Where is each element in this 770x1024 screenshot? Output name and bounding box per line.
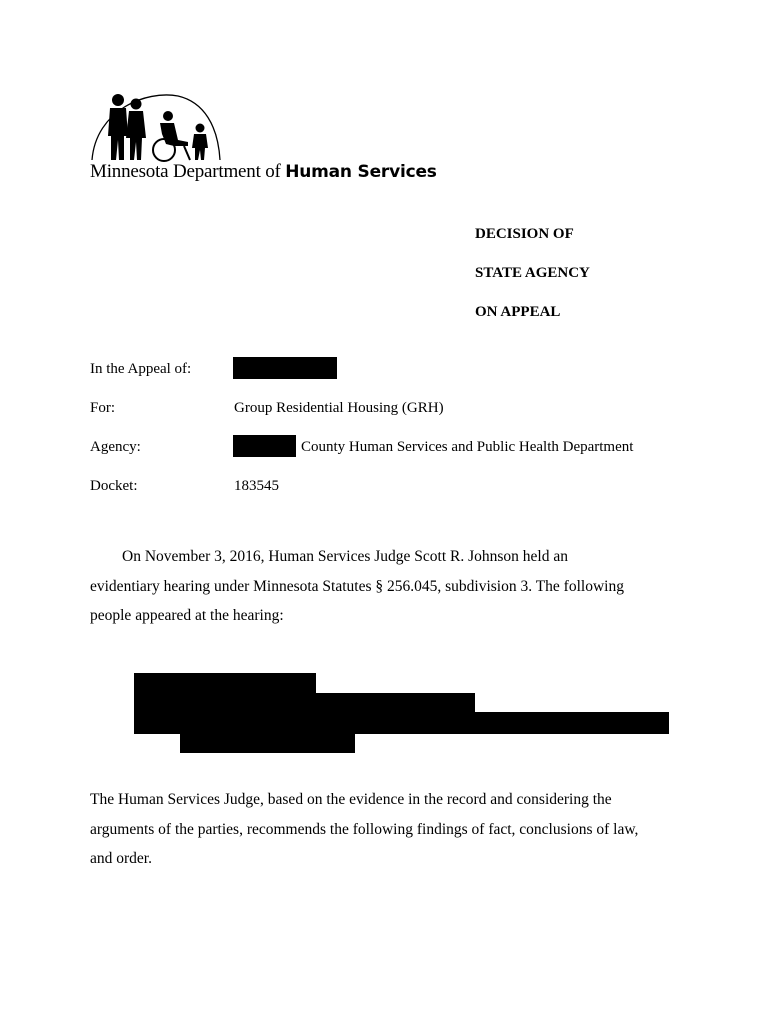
title-line-1: DECISION OF: [475, 226, 574, 242]
redacted-attendee-3: [134, 712, 669, 734]
for-label: For:: [90, 400, 116, 416]
closing-line-3: and order.: [90, 850, 152, 867]
redacted-appellant-name: [233, 357, 337, 379]
intro-line-3: people appeared at the hearing:: [90, 607, 284, 624]
intro-line-2: evidentiary hearing under Minnesota Statutes § 256.045, subdivision 3. The following: [90, 577, 624, 595]
appeal-label: In the Appeal of:: [90, 361, 192, 377]
intro-paragraph: [90, 542, 680, 631]
intro-line-1: On November 3, 2016, Human Services Judge Scott R. Johnson held an: [122, 548, 568, 565]
closing-line-2: arguments of the parties, recommends the following findings of fact, conclusions of law,: [90, 820, 639, 838]
redacted-county-name: [233, 435, 296, 457]
closing-line-1: The Human Services Judge, based on the evidence in the record and considering the: [90, 791, 612, 808]
docket-value: 183545: [234, 478, 279, 494]
agency-name: [90, 160, 437, 184]
family-silhouette-icon: [86, 88, 226, 164]
agency-label: Agency:: [90, 439, 141, 455]
redacted-attendee-2: [134, 693, 475, 713]
redacted-attendee-1: [134, 673, 316, 694]
agency-name-prefix: Minnesota Department of: [90, 161, 286, 182]
title-line-3: ON APPEAL: [475, 304, 561, 320]
closing-paragraph: [90, 785, 680, 874]
for-value: Group Residential Housing (GRH): [234, 400, 444, 416]
docket-label: Docket:: [90, 478, 138, 494]
title-line-2: STATE AGENCY: [475, 265, 590, 281]
agency-name-bold: Human Services: [285, 162, 437, 182]
dhs-logo: [86, 88, 456, 186]
redacted-attendee-4: [180, 733, 355, 753]
agency-value: County Human Services and Public Health Department: [301, 439, 634, 455]
